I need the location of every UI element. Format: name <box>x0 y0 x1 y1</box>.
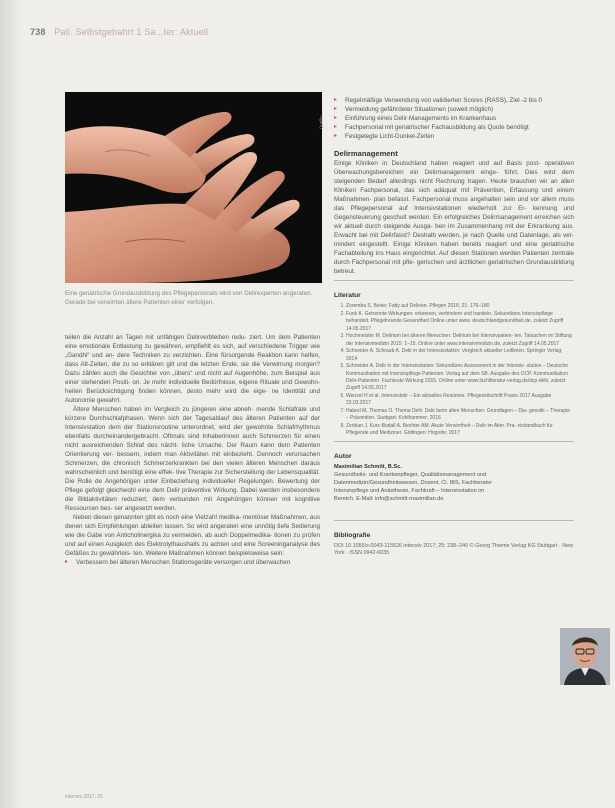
hands-illustration <box>65 92 322 283</box>
list-item: ▸ Verbessern bei älteren Menschen Stationsgeräte versorgen und überwachen <box>65 558 320 567</box>
running-header <box>30 27 208 37</box>
author-heading: Autor <box>334 453 352 461</box>
reference-item: 3. Hochmeister M. Delirium bei älteren Menschen: Delirium bei Intensivpatien- ten. Tatsachen im Stiftung der Intensivmedizin 2015: 1–15. Online unter www.intensivmedizin.de, zuletzt Zugriff 14.05.2017 <box>346 333 574 348</box>
divider <box>334 520 574 521</box>
author-bio: Gesundheits- und Krankenpfleger, Qualitätsmanagement und Datenmedizin/Gesundheitswesen, Dozent, Cl. IBS, Fachberater Intensivpflege und Anästhesie, Fachkraft – Intensivstation im Bereich. E-Mail: info@schmitt-maximilian.de <box>334 472 492 503</box>
photo-credit: Quelle: ... <box>318 110 323 130</box>
figure-caption: Eine geriatrische Grundausbildung des Pflegepersonals wird von Delirexperten angeraten. Gerade bei verwirrten ältere Patienten einer verfolgen. <box>65 290 313 306</box>
divider <box>334 280 574 281</box>
running-header-title: Pall. Selbstgebahrt 1 Sa...ter: Aktuell <box>54 27 209 37</box>
divider <box>334 441 574 442</box>
list-item: ▸ Einführung eines Delir-Managements im Krankenhaus <box>334 114 574 123</box>
left-column <box>65 333 320 567</box>
author-text <box>334 464 506 504</box>
author-name: Maximilian Schmitt, B.Sc. <box>334 464 402 471</box>
reference-item: 7. Haberl M, Thomas O. Thema Delir. Delir beim alten Menschen: Grundlagen – Dia- gnostik – Therapie – Prävention. Stuttgart: Kohlhammer; 2016 <box>346 408 574 423</box>
literature-heading: Literatur <box>334 292 361 300</box>
reference-item: 5. Schneider A. Delir in der Intensivstation: Sekundäres Assessment in der Intensiv- station – Deutsche Kommunikation mit Intensivpflege Patienten. Verlag auf dem SB. Ausgabe des DCP. Kommunikation Delir-Patienten. Fachleute Wirkung 2015. Online unter www.fachliteratur-verlag.de/dcp-delir, zuletzt Zugriff 14.05.2017 <box>346 363 574 392</box>
body-paragraph: Ältere Menschen haben im Vergleich zu jüngeren eine abneh- mende Schlafrate und kürzere Durchschlafphasen. Wenn sich der Tagesablauf des älteren Patienten auf der Intensivstation dem der Stationsroutine unterordnet, wird der gewohnte Schlafrhythmus ebenfalls durcheinandergebracht. Oftmals sind Inhaberinnen auch Schmerzen für einen nicht ausreichenden Schlaf des nächt- liche Ursache. Der Raum kann dem Patienten Orientierung ver- bessern, indem man Aktivitäten mit einbezieht. Dennoch verursachen Schmerzen, die chronisch Schmerzerkrankten bei den vielen älteren Menschen daraus wahrscheinlich und benötigt eine effek- tive Therapie zur Sicherstellung der Lebensqualität. Die Rolle de Angehörigen unter Einbeziehung individueller Regelungen. Bewertung der Pflege gefolgt gleichwohl eine dem Delir präventive Wirkung. Dabei werden insbesondere die Bildaktivitäten reduziert; dem verbunden mit Angehörigen können mit kognitive Ressourcen bes- ser angesetzt werden. <box>65 406 320 513</box>
page-fold-shadow <box>0 0 22 808</box>
bibliography-heading: Bibliografie <box>334 531 371 539</box>
body-paragraph: Neben diesen genannten gibt es noch eine Vielzahl medika- mentöser Maßnahmen, aus denen sich Empfehlungen ableiten lassen. So wird angeraten eine unnötig tiefe Sedierung wie die Gabe von Anticholinergika zu vermeiden, ab auch Doppelmedika- tionen zu prüfen und auf einen Ausgleich des Elektrolythaushalts zu achten und eine Screeninganalyse des Gefäßes zu gewährleis- ten. Weitere Maßnahmen können beispielsweise sein: <box>65 514 320 558</box>
list-item: ▸ Vermeidung gefährdeter Situationen (soweit möglich) <box>334 105 574 114</box>
bullet-list <box>65 558 320 567</box>
footer-left: intensiv 2017; 25 <box>65 794 103 800</box>
reference-item: 2. Funk K. Getrennte Wirkungen: erkennen, verhindern und handeln. Sekundäres Intensivpflege behandelt. Pflegefreunde Gesundheit Online unter www. deutschlandgesundheit.de, zuletzt Zugriff 14.05.2017 <box>346 311 574 333</box>
section-heading: Delirmanagement <box>334 149 398 159</box>
author-photo <box>560 628 610 685</box>
reference-item: 4. Schneider A, Schraub A. Delir in der Intensivstation: Vergleich aktueller Leitlinien. Springer Verlag; 2014 <box>346 348 574 363</box>
list-item: ▸ Festgelegte Licht-Dunkel-Zeiten <box>334 132 574 141</box>
author-portrait <box>560 628 610 685</box>
body-paragraph: Einige Kliniken in Deutschland haben reagiert und auf Basis post- operativen Überwachungsbereichen ein Delirmanagement einge- führt. Dies wird dem steigenden Bedarf allerdings nicht Rechnung tragen. Heute brauchen wir an allen Kliniken Fachpersonal, das sich adäquat mit Prävention, Erfassung und einem Maßnahmen- plan befasst. Fachpersonal muss angehalten sein und vor allem muss das Pflegepersonal auf Intensivstationen wiederholt zur Er- kennung und Gegensteuerung geschult werden. Ein erfolgreiches Delirmanagement erreichen sich wir aktuell durch steigende Ausga- ben im Zusammenhang mit der Erkrankung aus. Erwacht bei mit Delirfasst? Deshalb werden, je nach Quelle und Datenlage, als ver- mindert eingestellt. Einige Kliniken haben bereits reagiert und eine geriatrische Fachabteilung ins Haus eingerichtet. Auf diesen Stationen werden Patienten zentrale durch Fachpersonal mit pfle- gerischen und ärztlichen geriatrischen Grundausbildung betreut. <box>334 160 574 276</box>
hands-photo <box>65 92 322 283</box>
reference-item: 6. Wenzel H et al. Intensivdelir – Ein aktuelles Resümee. Pflegezeitschrift Praxis 2017 Ausgabe 23.03.2017 <box>346 393 574 408</box>
reference-item: 8. Zerbian J, Kurz-Bodall A, Bechter AM. Akute Verwirrtheit – Delir im Alter. Pra- xishandbuch für Pflegende und Mediziner. Göttingen: Hogrefe; 2017 <box>346 423 574 438</box>
page-number: 738 <box>30 27 46 37</box>
list-item: ▸ Regelmäßige Verwendung von validierten Scores (RASS), Ziel -2 bis 0 <box>334 96 574 105</box>
right-column <box>334 96 574 557</box>
reference-list <box>334 303 574 437</box>
body-paragraph: teilen die Anzahl an Tagen mit unfähigen Delirverbleiben redu- ziert. Um dem Patienten eine emotionale Entlastung zu gewähren, empfiehlt es sich, auf verschiedene Trigger wie „Gandhi“ und an- dere Techniken zu verzichten. Eine fürsorgende Reaktion kann helfen, dass Alt-Zeiten, die zu so erklären gilt und die letzten Ende, sie die Verwirrung morgen? Dazu zählen auch die Gesichter von „übers“ und nicht auf Augenhöhe, zum Beispiel aus einer stehenden Positi- on. Je mehr individuelle Bedürfnisse, eigene Rituale und Gewohn- heiten Berücksichtigung finden können, desto mehr wird die eige- ne Identität und Autonomie gewahrt. <box>65 334 320 405</box>
reference-item: 1. Zoremba S, Beise; Fatty auf Delirien. Pflegen 2016; 21: 176–180 <box>346 303 574 310</box>
bibliography-text: DOI 10.1055/s-0043-115526 intensiv 2017; 25: 238–240 © Georg Thieme Verlag KG Stuttgart · New York · ISSN 0942-6035 <box>334 542 574 557</box>
author-block <box>334 464 574 504</box>
list-item: ▸ Fachpersonal mit geriatrischer Fachausbildung als Quote benötigt <box>334 123 574 132</box>
bullet-list <box>334 96 574 141</box>
